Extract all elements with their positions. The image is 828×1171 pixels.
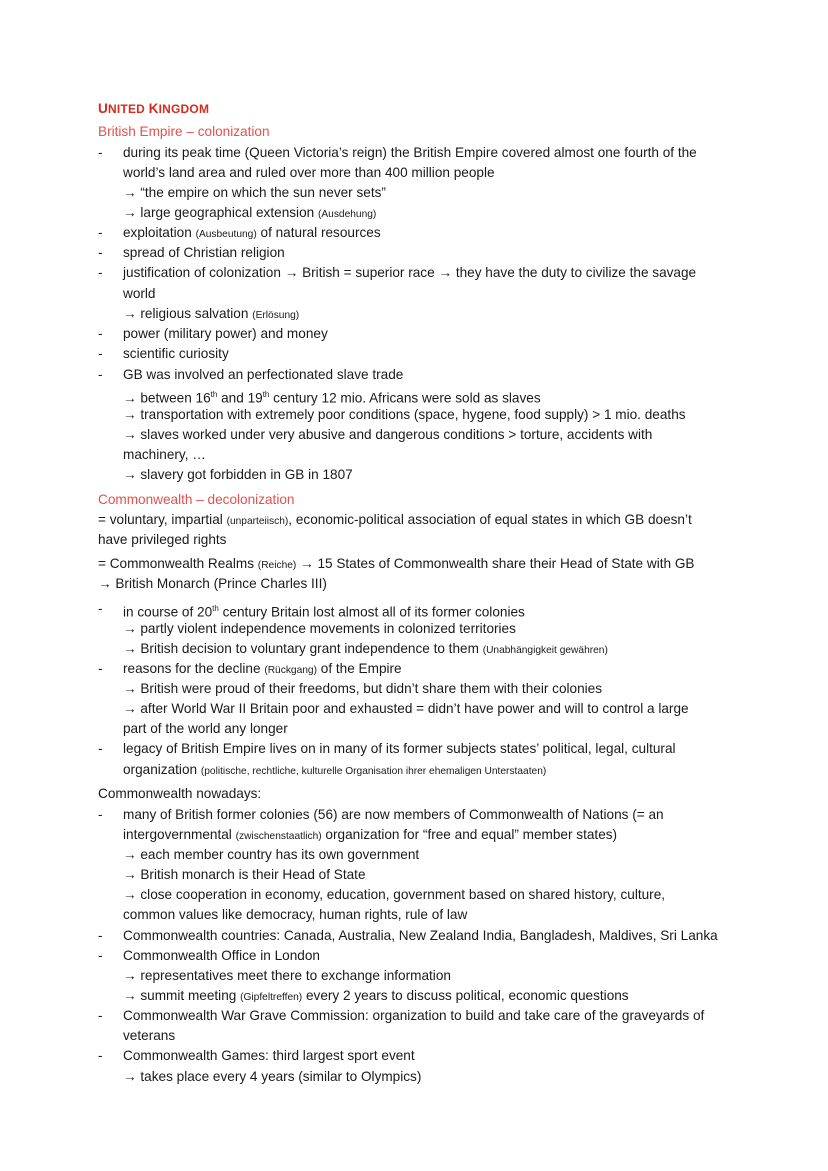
- bullet-dash: -: [98, 661, 103, 676]
- text-line: have privileged rights: [98, 532, 227, 547]
- text-line: → after World War II Britain poor and exhausted = didn’t have power and will to control a large: [123, 701, 689, 716]
- translation-note: (Ausdehung): [317, 209, 377, 220]
- text-line: Commonwealth Office in London: [123, 948, 320, 963]
- text-line: GB was involved an perfectionated slave trade: [123, 367, 404, 382]
- text-line: [123, 305, 299, 325]
- text-line: power (military power) and money: [123, 326, 328, 341]
- section-heading-commonwealth: Commonwealth – decolonization: [98, 492, 295, 507]
- translation-note: (zwischenstaatlich): [235, 831, 322, 842]
- bullet-dash: -: [98, 225, 103, 240]
- page-title: [98, 100, 209, 118]
- bullet-dash: -: [98, 948, 103, 963]
- bullet-dash: -: [98, 601, 103, 616]
- text-line: → partly violent independence movements in colonized territories: [123, 621, 516, 636]
- text-line: legacy of British Empire lives on in many of its former subjects states’ political, legal, cultural: [123, 741, 676, 756]
- text-span: organization: [123, 762, 201, 777]
- subheading-nowadays: Commonwealth nowadays:: [98, 786, 262, 801]
- text-line: → close cooperation in economy, education, government based on shared history, culture,: [123, 887, 666, 902]
- title-part: U: [98, 101, 109, 116]
- bullet-dash: -: [98, 145, 103, 160]
- text-line: Commonwealth Games: third largest sport event: [123, 1048, 415, 1063]
- text-line: [123, 386, 541, 408]
- text-span: of natural resources: [256, 225, 381, 240]
- translation-note: (Rückgang): [264, 665, 317, 676]
- text-span: century 12 mio. Africans were sold as slaves: [269, 390, 541, 406]
- text-line: scientific curiosity: [123, 346, 229, 361]
- text-span: → 15 States of Commonwealth share their Head of State with GB: [296, 556, 695, 571]
- text-span: = voluntary, impartial: [98, 512, 227, 527]
- text-line: many of British former colonies (56) are now members of Commonwealth of Nations (= an: [123, 807, 664, 822]
- text-span: of the Empire: [316, 661, 402, 676]
- text-line: spread of Christian religion: [123, 245, 285, 260]
- text-line: → takes place every 4 years (similar to Olympics): [123, 1069, 422, 1084]
- text-span: every 2 years to discuss political, economic questions: [302, 988, 629, 1003]
- text-line: [123, 987, 629, 1007]
- text-span: organization for “free and equal” member states): [321, 827, 618, 842]
- text-line: during its peak time (Queen Victoria’s reign) the British Empire covered almost one fourth of the: [123, 145, 697, 160]
- text-line: → slavery got forbidden in GB in 1807: [123, 467, 353, 482]
- text-line: → each member country has its own government: [123, 847, 420, 862]
- title-part: K: [148, 101, 159, 116]
- translation-note: (unparteiisch): [226, 516, 289, 527]
- bullet-dash: -: [98, 928, 103, 943]
- text-line: → British were proud of their freedoms, but didn’t share them with their colonies: [123, 681, 603, 696]
- text-span: exploitation: [123, 225, 196, 240]
- bullet-dash: -: [98, 1048, 103, 1063]
- text-line: veterans: [123, 1028, 176, 1043]
- text-span: , economic-political association of equal states in which GB doesn’t: [288, 512, 692, 527]
- translation-note: (Unabhängigkeit gewähren): [482, 645, 608, 656]
- bullet-dash: -: [98, 326, 103, 341]
- text-line: world: [123, 286, 156, 301]
- bullet-dash: -: [98, 265, 103, 280]
- section-heading-empire: British Empire – colonization: [98, 124, 270, 139]
- text-line: → British monarch is their Head of State: [123, 867, 366, 882]
- text-line: [98, 511, 692, 531]
- text-line: → slaves worked under very abusive and dangerous conditions > torture, accidents with: [123, 427, 653, 442]
- text-line: [123, 600, 525, 622]
- text-line: [123, 826, 617, 846]
- bullet-dash: -: [98, 367, 103, 382]
- text-line: → “the empire on which the sun never sets”: [123, 185, 386, 200]
- text-span: = Commonwealth Realms: [98, 556, 258, 571]
- bullet-dash: -: [98, 741, 103, 756]
- text-line: [98, 555, 695, 575]
- text-span: in course of 20: [123, 604, 213, 620]
- text-line: [123, 640, 608, 660]
- bullet-dash: -: [98, 807, 103, 822]
- text-line: world’s land area and ruled over more than 400 million people: [123, 165, 495, 180]
- superscript: th: [262, 390, 270, 399]
- title-part: INGDOM: [158, 102, 210, 116]
- text-span: → between 16: [123, 390, 211, 406]
- translation-note: (politische, rechtliche, kulturelle Organisation ihrer ehemaligen Unterstaaten): [200, 766, 547, 777]
- text-line: → British Monarch (Prince Charles III): [98, 576, 327, 591]
- text-line: justification of colonization → British = superior race → they have the duty to civilize the savage: [123, 265, 697, 280]
- text-line: [123, 660, 402, 680]
- text-line: Commonwealth War Grave Commission: organization to build and take care of the graveyards of: [123, 1008, 705, 1023]
- superscript: th: [212, 604, 219, 613]
- text-span: century Britain lost almost all of its former colonies: [218, 604, 525, 620]
- text-span: → religious salvation: [123, 306, 253, 321]
- text-span: intergovernmental: [123, 827, 236, 842]
- bullet-dash: -: [98, 1008, 103, 1023]
- superscript: th: [210, 390, 218, 399]
- text-span: and 19: [217, 390, 263, 406]
- title-part: NITED: [108, 102, 149, 116]
- text-line: [123, 761, 546, 781]
- text-span: → large geographical extension: [123, 205, 318, 220]
- text-line: common values like democracy, human rights, rule of law: [123, 907, 468, 922]
- text-line: machinery, …: [123, 447, 206, 462]
- bullet-dash: -: [98, 245, 103, 260]
- text-line: Commonwealth countries: Canada, Australia, New Zealand India, Bangladesh, Maldives, Sri Lanka: [123, 928, 718, 943]
- translation-note: (Reiche): [257, 560, 297, 571]
- text-span: → British decision to voluntary grant independence to them: [123, 641, 483, 656]
- text-line: → representatives meet there to exchange information: [123, 968, 451, 983]
- translation-note: (Ausbeutung): [195, 229, 257, 240]
- translation-note: (Gipfeltreffen): [240, 992, 303, 1003]
- bullet-dash: -: [98, 346, 103, 361]
- text-line: [123, 204, 376, 224]
- text-span: → summit meeting: [123, 988, 241, 1003]
- text-span: reasons for the decline: [123, 661, 265, 676]
- translation-note: (Erlösung): [252, 310, 300, 321]
- text-line: part of the world any longer: [123, 721, 288, 736]
- text-line: [123, 224, 381, 244]
- text-line: → transportation with extremely poor conditions (space, hygene, food supply) > 1 mio. deaths: [123, 407, 686, 422]
